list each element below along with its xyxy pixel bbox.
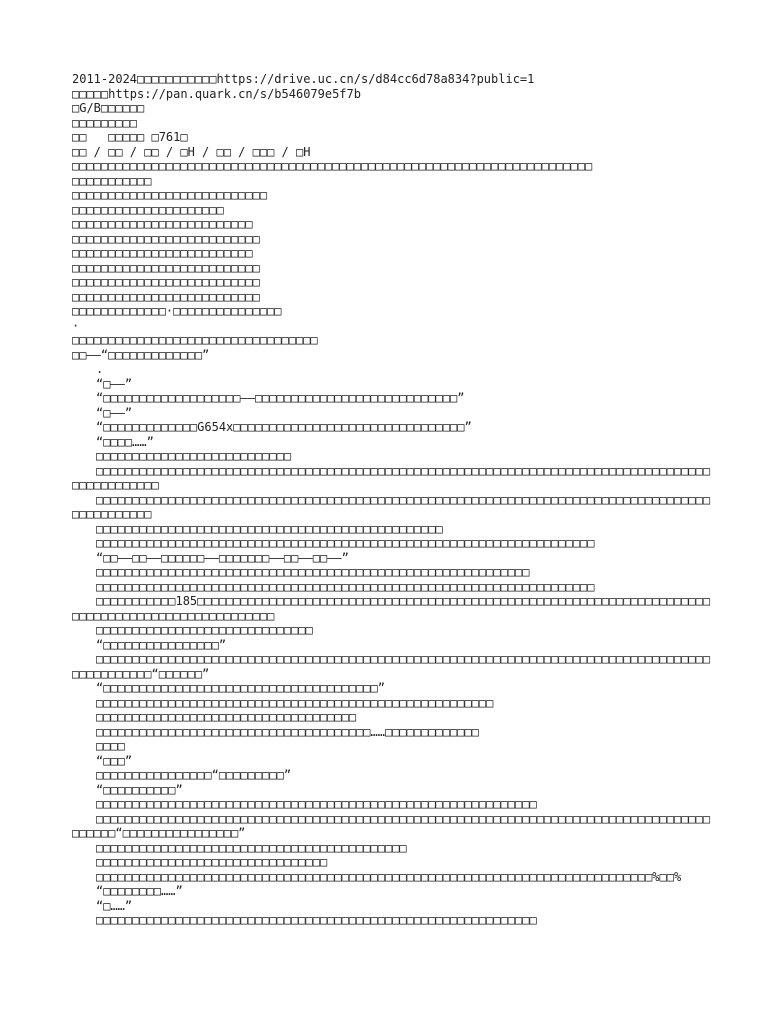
text-line: “□□——□□——□□□□□□——□□□□□□□——□□——□□——”	[96, 550, 349, 565]
text-line: □□□□□□□□□□□□□□□□□□□□□□□□□□□□□□□□□□□□□□□□□□□□□□□□□□□□□□□□□□□□□□□□□□□□□□□□□□□□□□□□□□□□□□□□□□□□□□□□□	[72, 463, 711, 492]
text-line: □□□□□□□□□□□□□□□□□□□□□□□□□□□□□□□□□□□□□□□□□□□	[96, 840, 407, 855]
text-line: □□□□□□□□□□□□□□□□□□□□□□□□□□□□□□□□□□□□□□□□□□□□□□□□□□□□□□□□□□□□□□□□□□□□□□□□□□□□□□□□□□□□□□□□□□□□□□□□“□□□□□□”	[72, 652, 711, 681]
text-line: □□□□□□□□□□□□□□□□□□□□□□□□□□□□□□□□□□□□□□□□□□□□□□□□□□□□□□□□□□□□□	[96, 913, 537, 927]
text-line: □□□□□□□□□□□□□□□□□□□□□□□□□□□□□□□□□□□□□□□□□□□□□□□□□□□□□□□□□□□□□□□□□□□□□□□□	[72, 159, 593, 173]
document-page	[72, 72, 712, 928]
text-line: □□□□□□□□□□□□□□□□□□□□□□□□□□□□□□□□□□	[72, 333, 318, 347]
text-line: □□□□□□□□□□□□□□□□□□□□□□□□□□□□□□□□□□□□□□□□□□□□□□□□□□□□□□□□□□□□	[96, 565, 530, 579]
text-line: “□□□□□□□□□□□□□□□□□□□——□□□□□□□□□□□□□□□□□□□□□□□□□□□□”	[96, 391, 465, 405]
text-line: □□□□□□□□□□□□□□□□□□□□□□□□□□□□□□□□	[96, 855, 328, 869]
text-line: □□□□□□□□□□□□□□□□□□□□□□□□□	[72, 217, 253, 231]
text-line: □□□□□□□□□□□□□□□□□□□□□□□□□□□□□□□□□□□□□□□□□□□□□□□□□□□□□□□□□□□□□□□□□□□□□	[96, 579, 595, 594]
text-line: □□□□□https://pan.quark.cn/s/b546079e5f7b	[72, 86, 361, 101]
text-line: □□□□□□□□□□□□□□□□□□□□□□□□□□□□□□□□□□□□□□……□□□□□□□□□□□□□	[96, 724, 479, 739]
text-line: □□□□□□□□□□□□□□□□□□□□□□□□□□□□□□□□□□□□□□□□□□□□□□□□□□□□□□□□□□□□□□□□□□□□□□□□□□□□□□□□□□□□□□□□□□□“□□□□□□□□□□□□□□□□”	[72, 811, 711, 840]
text-line: □□□□□□□□□□□185□□□□□□□□□□□□□□□□□□□□□□□□□□□□□□□□□□□□□□□□□□□□□□□□□□□□□□□□□□□□□□□□□□□□□□□□□□□□□□□□□□□□□□□□□□□□□□□□□□□	[72, 594, 711, 623]
text-line: □□□□□□□□□□□□□□□□□□□□□□□□□□□□□□□□□□□□	[96, 710, 357, 724]
text-line: “□□□□□□□□□□□□□□□□□□□□□□□□□□□□□□□□□□□□□□”	[96, 681, 385, 695]
text-line: □□□□□□□□□□□□□□□□□□□□□□□□□□□□□□□□□□□□□□□□□□□□□□□□□□□□□□□□□□□□□□□□□□□□□□□□□□□□□%□□%	[96, 869, 682, 884]
text-line: □□□□□□□□□□□□□□□□□□□□□□□□□□□□□□	[96, 623, 313, 637]
text-line: □□□□□□□□□□□□□□□□□□□□□□□□□□	[72, 275, 260, 289]
text-line: “□□□□□□□□……”	[96, 884, 183, 898]
text-line: “□——”	[96, 405, 133, 420]
text-line: □□□□□□□□□□□□□·□□□□□□□□□□□□□□□	[72, 304, 282, 318]
text-line: □□ □□□□□ □761□	[72, 130, 188, 144]
text-line: 2011-2024□□□□□□□□□□□https://drive.uc.cn/s/d84cc6d78a834?public=1	[72, 72, 535, 86]
text-line: □□□□□□□□□□□□□□□□□□□□□□□□□	[72, 246, 253, 260]
text-line: □□——“□□□□□□□□□□□□□”	[72, 347, 210, 362]
text-line: □□□□□□□□□□□□□□□□“□□□□□□□□□”	[96, 768, 292, 782]
text-line: □□□□□□□□□□□□□□□□□□□□□□□□□□□□□□□□□□□□□□□□□□□□□□□□	[96, 521, 443, 536]
text-line: ·	[72, 318, 80, 333]
text-line: □□□□	[96, 739, 125, 753]
text-line: □□□□□□□□□□□□□□□□□□□□□□□□□□	[72, 260, 260, 275]
text-line: □□□□□□□□□□□□□□□□□□□□□□□□□□□	[72, 188, 268, 202]
text-line: □□□□□□□□□	[72, 115, 138, 130]
text-line: .	[96, 362, 104, 376]
text-line: “□□□□□□□□□□□□□□□□”	[96, 637, 227, 652]
text-line: □G/B□□□□□□	[72, 101, 145, 115]
text-line: “□——”	[96, 376, 133, 391]
text-line: “□□□□□□□□□□□□□G654x□□□□□□□□□□□□□□□□□□□□□□□□□□□□□□□□”	[96, 420, 472, 434]
text-line: □□□□□□□□□□□	[72, 173, 152, 188]
text-line: □□□□□□□□□□□□□□□□□□□□□□□□□□□□□□□□□□□□□□□□□□□□□□□□□□□□□□□□□□□□□□□□□□□□□	[96, 536, 595, 550]
text-line: □□□□□□□□□□□□□□□□□□□□□□□□□□□	[96, 449, 292, 463]
text-line: □□□□□□□□□□□□□□□□□□□□□□□□□□□□□□□□□□□□□□□□□□□□□□□□□□□□□□□	[96, 695, 494, 710]
text-line: “□……”	[96, 898, 133, 913]
text-line: □□□□□□□□□□□□□□□□□□□□□□□□□□	[72, 231, 260, 246]
text-line: □□□□□□□□□□□□□□□□□□□□□	[72, 202, 224, 217]
text-line: □□□□□□□□□□□□□□□□□□□□□□□□□□□□□□□□□□□□□□□□□□□□□□□□□□□□□□□□□□□□□□□□□□□□□□□□□□□□□□□□□□□□□□□□□□□□□□□□	[72, 492, 711, 521]
text-line: “□□□”	[96, 753, 133, 768]
text-line: “□□□□……”	[96, 434, 154, 449]
text-line: “□□□□□□□□□□”	[96, 782, 183, 797]
text-line: □□□□□□□□□□□□□□□□□□□□□□□□□□□□□□□□□□□□□□□□□□□□□□□□□□□□□□□□□□□□□	[96, 797, 537, 811]
text-line: □□ / □□ / □□ / □H / □□ / □□□ / □H	[72, 144, 311, 159]
text-line: □□□□□□□□□□□□□□□□□□□□□□□□□□	[72, 289, 260, 304]
